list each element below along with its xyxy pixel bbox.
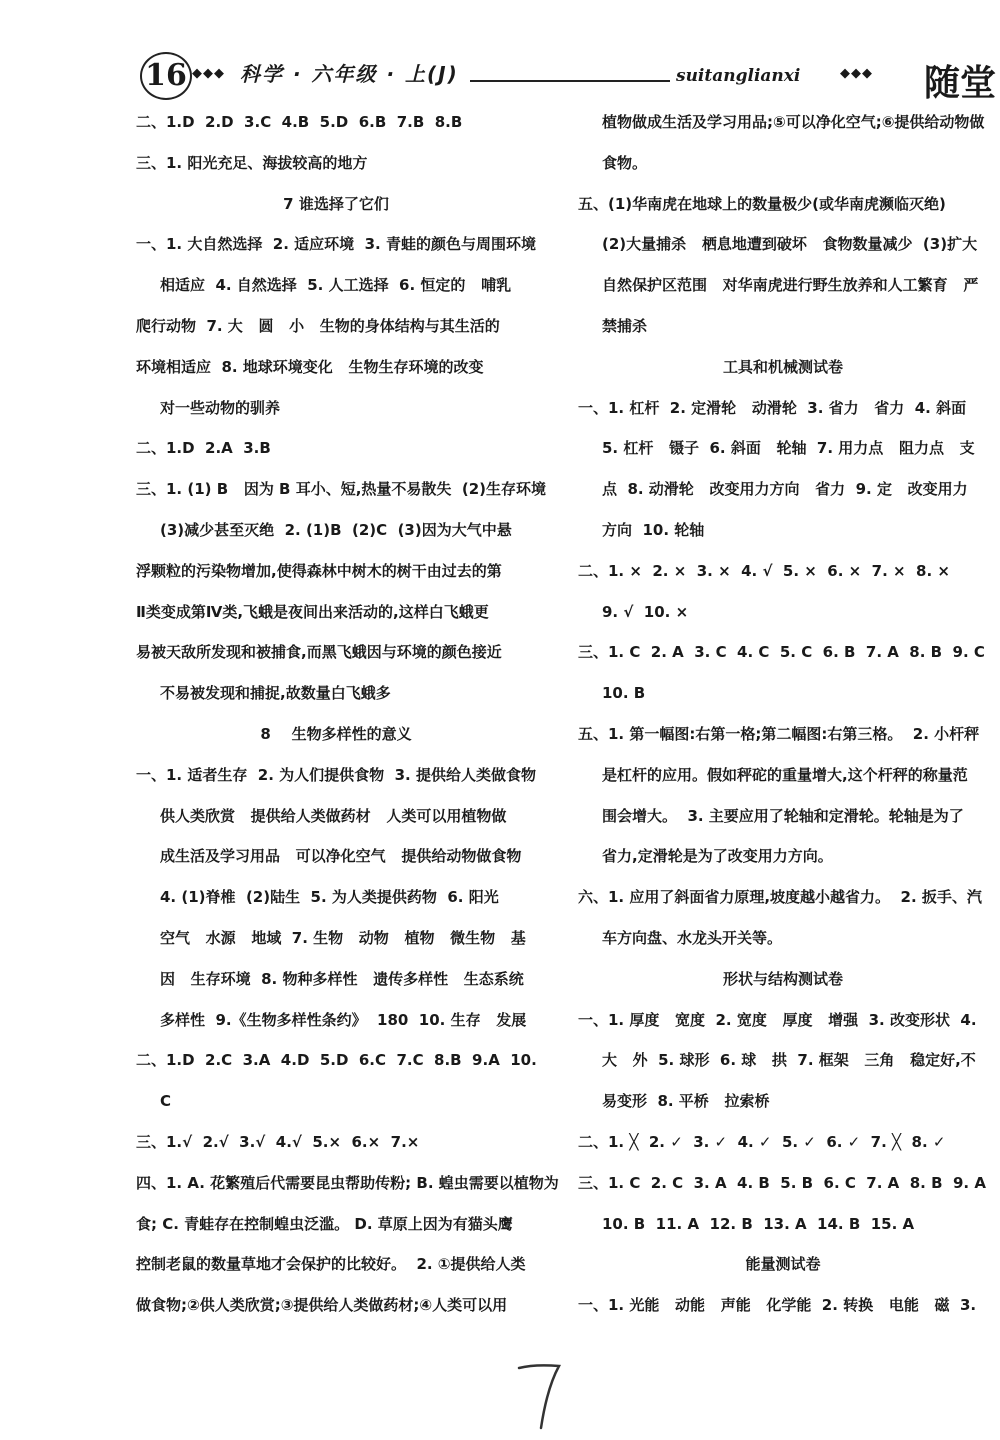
brand-title: 随堂	[924, 62, 997, 104]
answer-line: 四、1. A. 花繁殖后代需要昆虫帮助传粉; B. 蝗虫需要以植物为	[136, 1173, 559, 1192]
answer-line: 一、1. 杠杆 2. 定滑轮 动滑轮 3. 省力 省力 4. 斜面	[578, 398, 967, 417]
subject-title: 科学 · 六年级 · 上(J)	[240, 62, 459, 86]
decor-diamonds-left: ◆◆◆	[192, 66, 225, 81]
answer-line: 省力,定滑轮是为了改变用力方向。	[602, 847, 833, 866]
answer-line: 4. (1)脊椎 (2)陆生 5. 为人类提供药物 6. 阳光	[160, 888, 499, 907]
answer-line: 环境相适应 8. 地球环境变化 生物生存环境的改变	[136, 357, 484, 376]
section-title: 工具和机械测试卷	[722, 357, 843, 376]
answer-line: 相适应 4. 自然选择 5. 人工选择 6. 恒定的 哺乳	[160, 276, 512, 295]
answer-line: 禁捕杀	[602, 316, 648, 335]
answer-line: 方向 10. 轮轴	[602, 520, 705, 539]
section-title: 形状与结构测试卷	[722, 969, 843, 988]
answer-line: 10. B	[602, 684, 646, 703]
answer-line: 大 外 5. 球形 6. 球 拱 7. 框架 三角 稳定好,不	[602, 1051, 976, 1070]
answer-line: 六、1. 应用了斜面省力原理,坡度越小越省力。 2. 扳手、汽	[578, 888, 982, 907]
answer-line: 食; C. 青蛙存在控制蝗虫泛滥。 D. 草原上因为有猫头鹰	[136, 1214, 513, 1233]
answer-line: 做食物;②供人类欣赏;③提供给人类做药材;④人类可以用	[136, 1296, 508, 1315]
section-title: 8 生物多样性的意义	[260, 724, 412, 743]
answer-column-right	[578, 102, 988, 1326]
answer-line: 二、1.D 2.D 3.C 4.B 5.D 6.B 7.B 8.B	[136, 113, 463, 131]
answer-line: 二、1.D 2.C 3.A 4.D 5.D 6.C 7.C 8.B 9.A 10.	[136, 1051, 537, 1070]
answer-line: 易变形 8. 平桥 拉索桥	[602, 1092, 770, 1111]
answer-line: Ⅱ类变成第Ⅳ类,飞蛾是夜间出来活动的,这样白飞蛾更	[136, 602, 489, 621]
answer-line: 围会增大。 3. 主要应用了轮轴和定滑轮。轮轴是为了	[602, 806, 964, 825]
section-title: 能量测试卷	[745, 1255, 821, 1274]
answer-line: 爬行动物 7. 大 圆 小 生物的身体结构与其生活的	[136, 316, 500, 335]
answer-line: 成生活及学习用品 可以净化空气 提供给动物做食物	[160, 847, 522, 866]
answer-line: 浮颗粒的污染物增加,使得森林中树木的树干由过去的第	[136, 561, 502, 580]
page-number: 16	[140, 52, 192, 100]
answer-line: 对一些动物的驯养	[160, 398, 281, 417]
series-pinyin: suitanglianxi	[676, 66, 801, 86]
answer-line: C	[160, 1092, 172, 1111]
answer-line: 二、1.D 2.A 3.B	[136, 439, 271, 458]
answer-line: 三、1.√ 2.√ 3.√ 4.√ 5.× 6.× 7.×	[136, 1132, 420, 1151]
answer-line: 一、1. 光能 动能 声能 化学能 2. 转换 电能 磁 3.	[578, 1296, 977, 1315]
handwritten-page-mark	[515, 1358, 565, 1430]
answer-line: 三、1. C 2. C 3. A 4. B 5. B 6. C 7. A 8. B 9. A	[578, 1173, 986, 1192]
answer-line: 10. B 11. A 12. B 13. A 14. B 15. A	[602, 1214, 915, 1233]
answer-line: 车方向盘、水龙头开关等。	[602, 928, 783, 947]
answer-line: 一、1. 大自然选择 2. 适应环境 3. 青蛙的颜色与周围环境	[136, 235, 536, 254]
answer-line: 三、1. 阳光充足、海拔较高的地方	[136, 153, 368, 172]
answer-line: 控制老鼠的数量草地才会保护的比较好。 2. ①提供给人类	[136, 1255, 526, 1274]
answer-line: 三、1. (1) B 因为 B 耳小、短,热量不易散失 (2)生存环境	[136, 480, 546, 499]
answer-line: 食物。	[602, 153, 648, 172]
answer-line: 是杠杆的应用。假如秤砣的重量增大,这个杆秤的称量范	[602, 765, 968, 784]
answer-line: 植物做成生活及学习用品;⑤可以净化空气;⑥提供给动物做	[602, 113, 985, 131]
decor-diamonds-right: ◆◆◆	[840, 66, 873, 81]
answer-line: (3)减少甚至灭绝 2. (1)B (2)C (3)因为大气中悬	[160, 520, 512, 539]
answer-line: 一、1. 适者生存 2. 为人们提供食物 3. 提供给人类做食物	[136, 765, 536, 784]
answer-line: 二、1. × 2. × 3. × 4. √ 5. × 6. × 7. × 8. ×	[578, 561, 950, 580]
answer-line: 因 生存环境 8. 物种多样性 遗传多样性 生态系统	[160, 969, 524, 988]
answer-line: 5. 杠杆 镊子 6. 斜面 轮轴 7. 用力点 阻力点 支	[602, 439, 975, 458]
answer-line: 9. √ 10. ×	[602, 602, 689, 621]
answer-line: 点 8. 动滑轮 改变用力方向 省力 9. 定 改变用力	[602, 480, 968, 499]
header-rule	[470, 80, 670, 82]
answer-line: 空气 水源 地域 7. 生物 动物 植物 微生物 基	[160, 928, 526, 947]
answer-line: 三、1. C 2. A 3. C 4. C 5. C 6. B 7. A 8. B 9. C	[578, 643, 985, 662]
answer-line: 多样性 9.《生物多样性条约》 180 10. 生存 发展	[160, 1010, 527, 1029]
answer-line: 不易被发现和捕捉,故数量白飞蛾多	[160, 684, 391, 703]
answer-line: 一、1. 厚度 宽度 2. 宽度 厚度 增强 3. 改变形状 4.	[578, 1010, 977, 1029]
section-title: 7 谁选择了它们	[283, 194, 389, 213]
answer-line: 五、(1)华南虎在地球上的数量极少(或华南虎濒临灭绝)	[578, 194, 946, 213]
answer-line: 自然保护区范围 对华南虎进行野生放养和人工繁育 严	[602, 276, 979, 295]
answer-line: (2)大量捕杀 栖息地遭到破坏 食物数量减少 (3)扩大	[602, 235, 978, 254]
answer-line: 五、1. 第一幅图:右第一格;第二幅图:右第三格。 2. 小杆秤	[578, 724, 980, 743]
answer-column-left	[136, 102, 559, 1326]
handwritten-seven	[519, 1365, 559, 1428]
page-header	[0, 0, 1000, 112]
answer-line: 易被天敌所发现和被捕食,而黑飞蛾因与环境的颜色接近	[136, 643, 502, 662]
answer-line: 供人类欣赏 提供给人类做药材 人类可以用植物做	[160, 806, 507, 825]
answer-line: 二、1. ╳ 2. ✓ 3. ✓ 4. ✓ 5. ✓ 6. ✓ 7. ╳ 8. ✓	[578, 1132, 946, 1151]
